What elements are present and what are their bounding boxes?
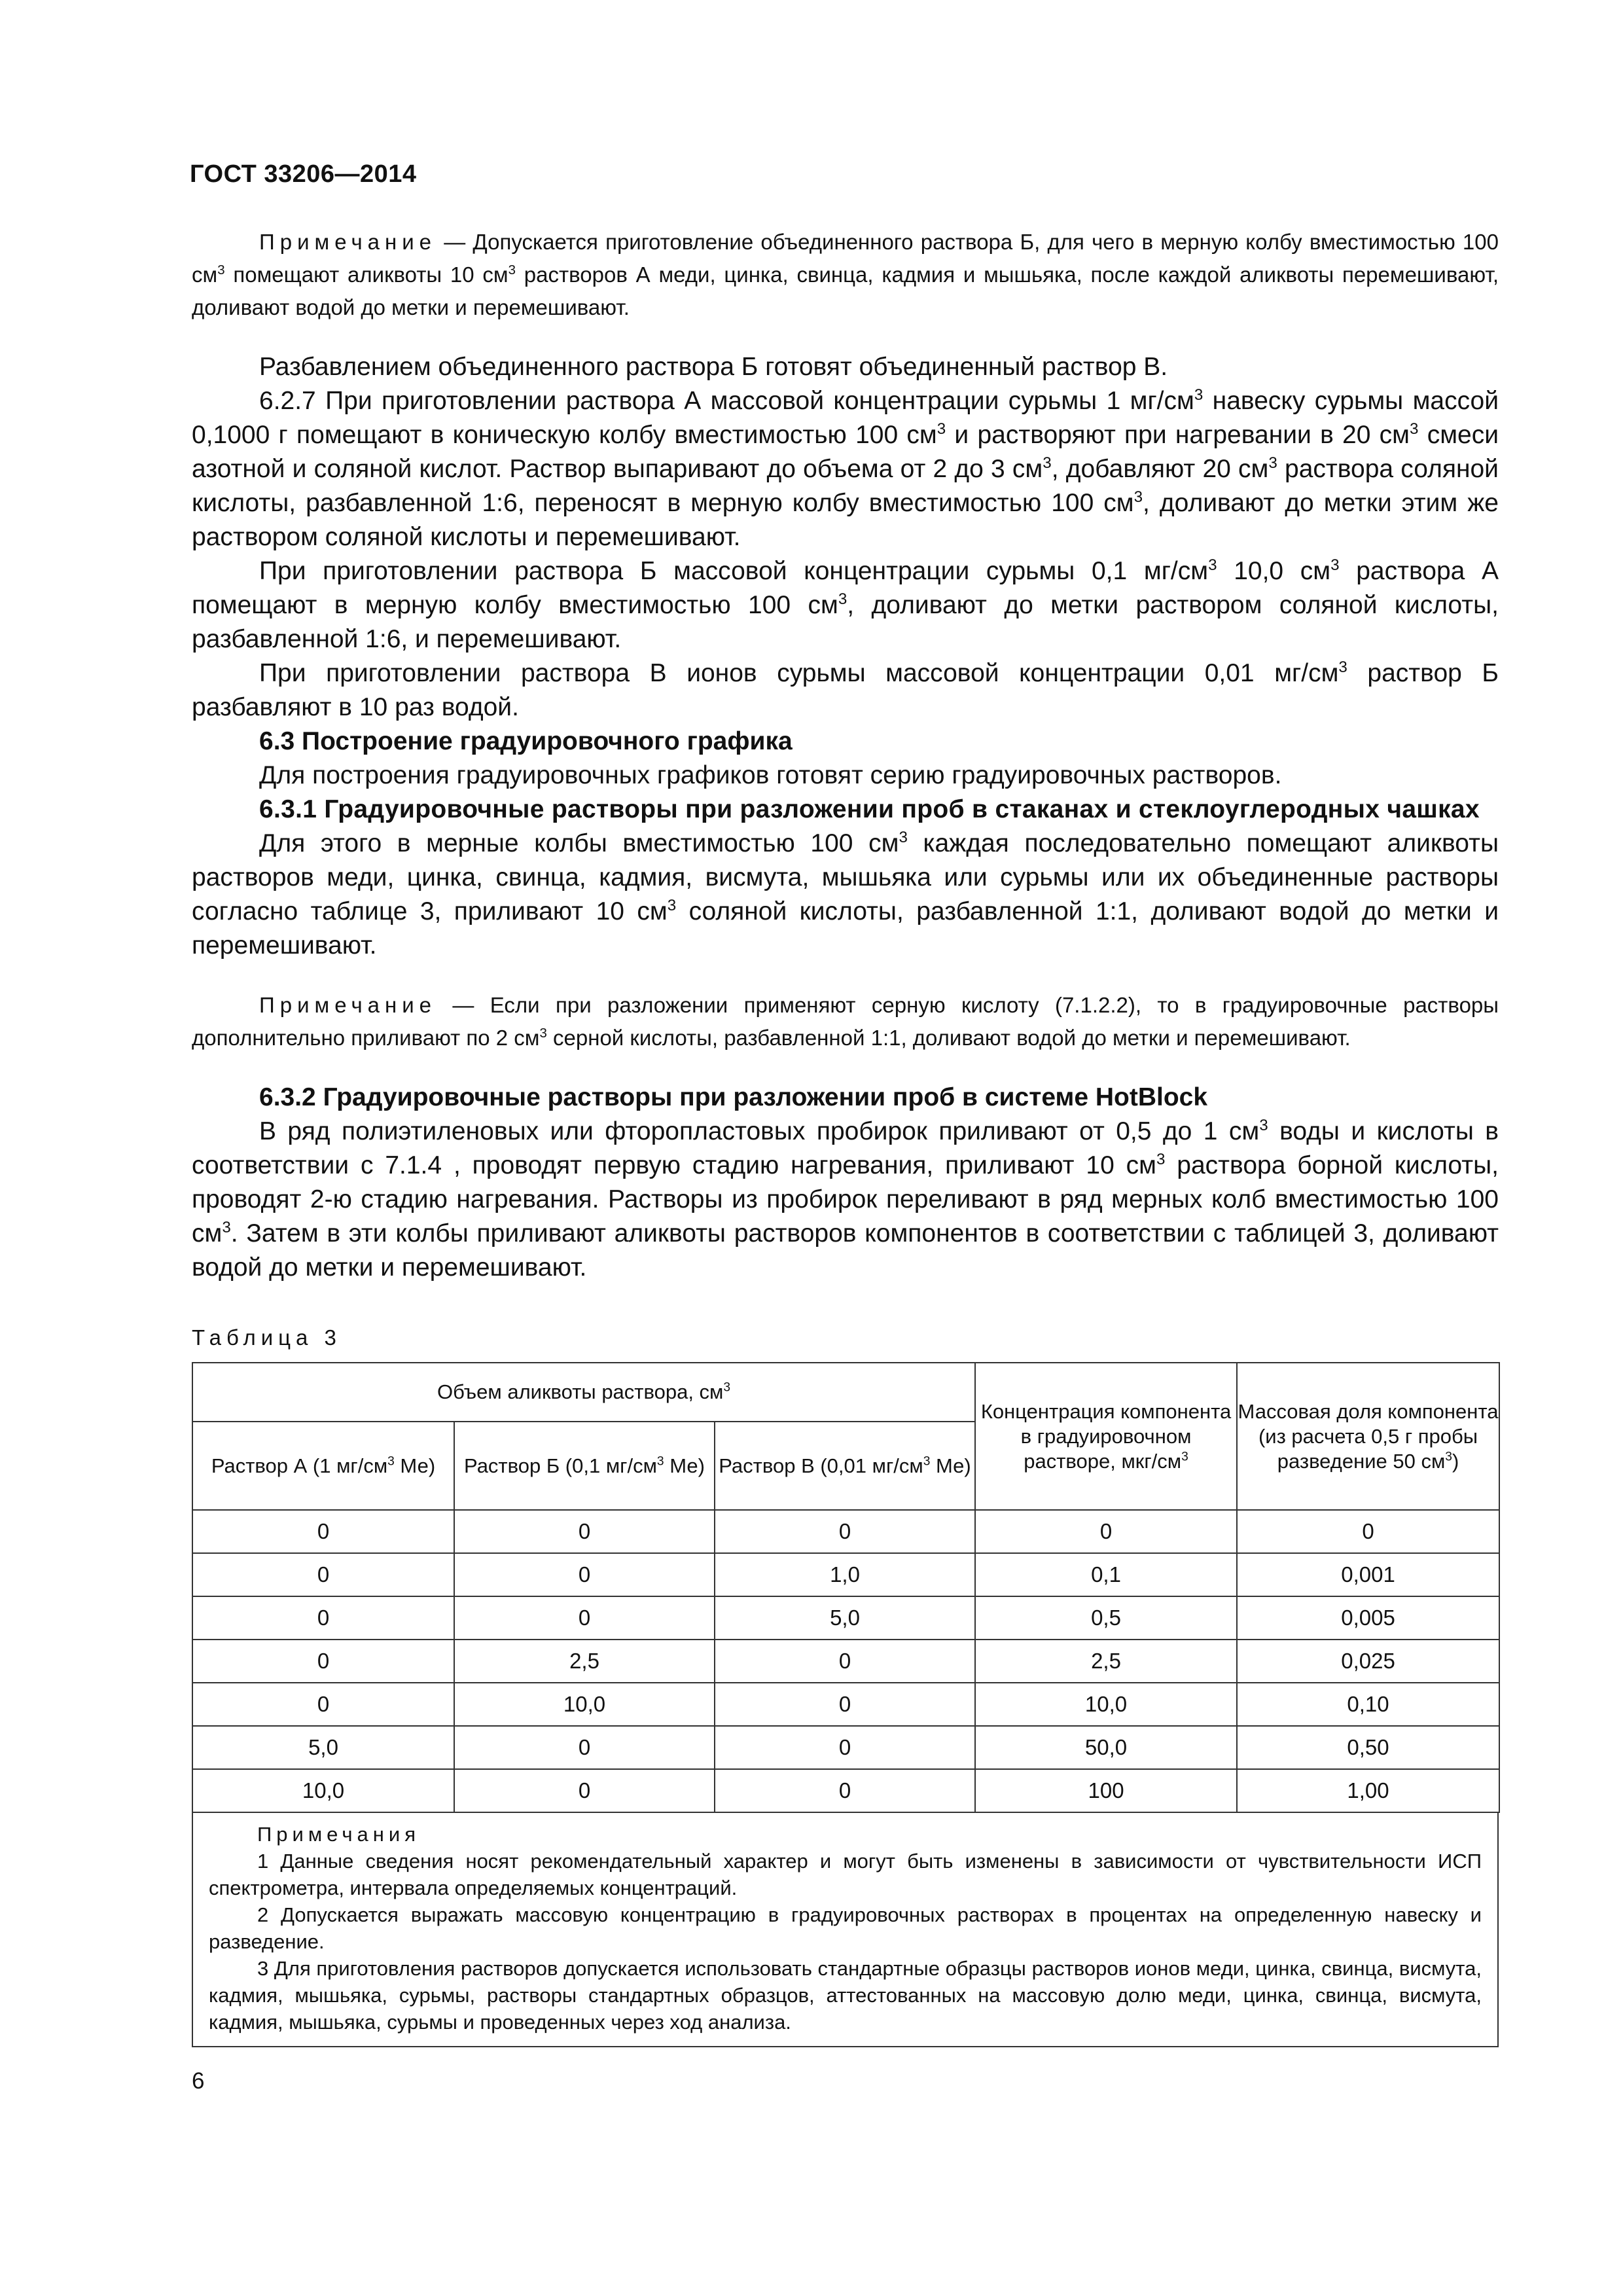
note-text: — Допускается приготовление объединенного раствора Б, для чего в мерную колбу вместимостью 100 $см^3$ помещают аликвоты 10 $см^3$ растворов А меди, цинка, свинца, кадмия и мышьяка, после каждой аликвоты перемешивают, доливают водой до метки и перемешивают. (192, 230, 1499, 319)
table-cell: 0 (715, 1640, 975, 1683)
table-row (192, 1553, 1499, 1596)
table-cell: 0 (192, 1640, 454, 1683)
note-block (192, 989, 1499, 1054)
table-cell: 0 (454, 1553, 715, 1596)
table-cell: 0,005 (1237, 1596, 1499, 1640)
page-content (192, 226, 1499, 2047)
table-cell: 0,1 (975, 1553, 1237, 1596)
table-cell: 0,50 (1237, 1726, 1499, 1769)
paragraph: Разбавлением объединенного раствора Б готовят объединенный раствор В. (259, 353, 1168, 381)
table-notes (192, 1813, 1499, 2047)
table-cell: 0,025 (1237, 1640, 1499, 1683)
table-cell: 0 (1237, 1510, 1499, 1553)
table-cell: 0,001 (1237, 1553, 1499, 1596)
table-row (192, 1596, 1499, 1640)
table-cell: 0 (975, 1510, 1237, 1553)
standard-number: ГОСТ 33206—2014 (190, 160, 417, 188)
table-cell: 2,5 (975, 1640, 1237, 1683)
table-header-solution-a: Раствор А (1 $мг/см^3$ Ме) (192, 1422, 454, 1510)
table-cell: 0 (192, 1510, 454, 1553)
table-row (192, 1640, 1499, 1683)
page-number: 6 (192, 2068, 205, 2094)
table-row (192, 1726, 1499, 1769)
table-cell: 10,0 (454, 1683, 715, 1726)
table-cell: 0 (454, 1510, 715, 1553)
section-heading-6-3-2: 6.3.2 Градуировочные растворы при разложении проб в системе HotBlock (259, 1083, 1208, 1111)
table-cell: 10,0 (975, 1683, 1237, 1726)
table-cell: 2,5 (454, 1640, 715, 1683)
table-cell: 0 (715, 1726, 975, 1769)
table-cell: 5,0 (192, 1726, 454, 1769)
table-row (192, 1683, 1499, 1726)
table-notes-caption: Примечания (257, 1823, 420, 1846)
table-cell: 0 (192, 1683, 454, 1726)
table-header-concentration: Концентрация компонента в градуировочном растворе, мкг/$см^3$ (975, 1363, 1237, 1510)
table-cell: 0 (715, 1510, 975, 1553)
paragraph: При приготовлении раствора Б массовой концентрации сурьмы 0,1 $мг/см^3$ 10,0 $см^3$ раствора А помещают в мерную колбу вместимостью 100 $см^3$, доливают до метки раствором соляной кислоты, разбавленной 1:6, и перемешивают. (192, 556, 1499, 653)
table-note-item: 1 Данные сведения носят рекомендательный характер и могут быть изменены в зависимости от чувствительности ИСП спектрометра, интервала определяемых концентраций. (209, 1850, 1482, 1899)
paragraph: При приготовлении раствора В ионов сурьмы массовой концентрации 0,01 $мг/см^3$ раствор Б разбавляют в 10 раз водой. (192, 658, 1499, 721)
table-header-solution-b: Раствор Б (0,1 $мг/см^3$ Ме) (454, 1422, 715, 1510)
table-header-mass-fraction: Массовая доля компонента (из расчета 0,5 г пробы разведение 50 $см^3$) (1237, 1363, 1499, 1510)
table-cell: 0 (715, 1683, 975, 1726)
note-block (192, 226, 1499, 324)
table-cell: 0 (192, 1596, 454, 1640)
table-cell: 0,5 (975, 1596, 1237, 1640)
table-caption: Таблица 3 (192, 1325, 342, 1350)
table-cell: 0,10 (1237, 1683, 1499, 1726)
paragraph: Для построения градуировочных графиков готовят серию градуировочных растворов. (259, 761, 1282, 789)
note-label: Примечание (259, 230, 437, 254)
table-row (192, 1769, 1499, 1812)
table-row (192, 1510, 1499, 1553)
section-heading-6-3: 6.3 Построение градуировочного графика (259, 727, 793, 755)
table-note-item: 3 Для приготовления растворов допускается использовать стандартные образцы растворов ионов меди, цинка, свинца, висмута, кадмия, мышьяка, сурьмы, растворы стандартных образцов, аттестованных на массовую долю меди, цинка, свинца, висмута, кадмия, мышьяка, сурьмы и проведенных через ход анализа. (209, 1957, 1482, 2034)
note-label: Примечание (259, 993, 437, 1017)
table-cell: 0 (454, 1726, 715, 1769)
table-note-item: 2 Допускается выражать массовую концентрацию в градуировочных растворах в процентах на определенную навеску и разведение. (209, 1903, 1482, 1953)
table-cell: 0 (454, 1596, 715, 1640)
table-cell: 10,0 (192, 1769, 454, 1812)
table-cell: 50,0 (975, 1726, 1237, 1769)
paragraph: В ряд полиэтиленовых или фторопластовых пробирок приливают от 0,5 до 1 $см^3$ воды и кислоты в соответствии с 7.1.4 , проводят первую стадию нагревания, приливают 10 $см^3$ раствора борной кислоты, проводят 2-ю стадию нагревания. Растворы из пробирок переливают в ряд мерных колб вместимостью 100 $см^3$. Затем в эти колбы приливают аликвоты растворов компонентов в соответствии с таблицей 3, доливают водой до метки и перемешивают. (192, 1117, 1499, 1282)
table-cell: 5,0 (715, 1596, 975, 1640)
paragraph-6-2-7: 6.2.7 При приготовлении раствора А массовой концентрации сурьмы 1 $мг/см^3$ навеску сурьмы массой 0,1000 г помещают в коническую колбу вместимостью 100 $см^3$ и растворяют при нагревании в 20 $см^3$ смеси азотной и соляной кислот. Раствор выпаривают до объема от 2 до 3 $см^3$, добавляют 20 $см^3$ раствора соляной кислоты, разбавленной 1:6, переносят в мерную колбу вместимостью 100 $см^3$, доливают до метки этим же раствором соляной кислоты и перемешивают. (192, 386, 1499, 551)
table-header-solution-c: Раствор В (0,01 $мг/см^3$ Ме) (715, 1422, 975, 1510)
table-cell: 0 (192, 1553, 454, 1596)
note-text: — Если при разложении применяют серную кислоту (7.1.2.2), то в градуировочные растворы дополнительно приливают по 2 $см^3$ серной кислоты, разбавленной 1:1, доливают водой до метки и перемешивают. (192, 993, 1499, 1050)
table-group-header: Объем аликвоты раствора, $см^3$ (192, 1363, 975, 1422)
section-heading-6-3-1: 6.3.1 Градуировочные растворы при разложении проб в стаканах и стеклоуглеродных чашках (259, 795, 1480, 823)
table-cell: 0 (715, 1769, 975, 1812)
paragraph: Для этого в мерные колбы вместимостью 100 $см^3$ каждая последовательно помещают аликвоты растворов меди, цинка, свинца, кадмия, висмута, мышьяка или сурьмы или их объединенные растворы согласно таблице 3, приливают 10 $см^3$ соляной кислоты, разбавленной 1:1, доливают водой до метки и перемешивают. (192, 829, 1499, 960)
table-cell: 100 (975, 1769, 1237, 1812)
table-cell: 1,00 (1237, 1769, 1499, 1812)
table-cell: 1,0 (715, 1553, 975, 1596)
table-cell: 0 (454, 1769, 715, 1812)
calibration-table (192, 1362, 1500, 1813)
